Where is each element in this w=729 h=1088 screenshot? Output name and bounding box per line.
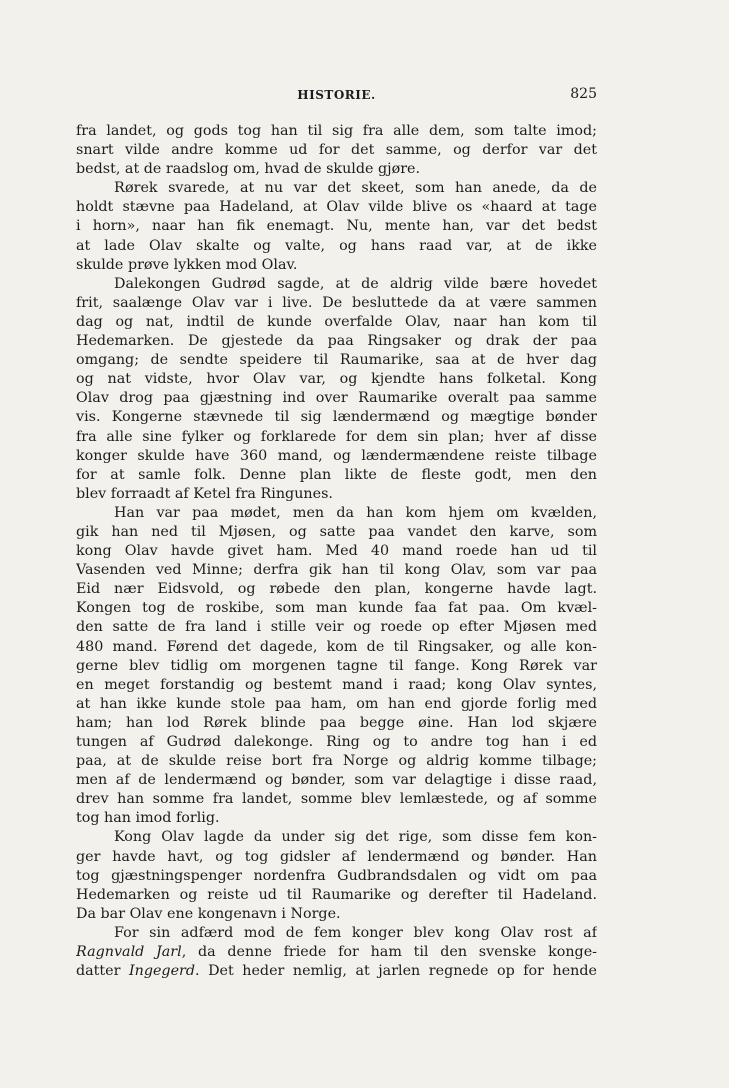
text-line: ham; han lod Rørek blinde paa begge øine. Han lod skjære <box>76 714 597 731</box>
body-text <box>76 122 597 981</box>
text-line: drev han somme fra landet, somme blev lemlæstede, og af somme <box>76 791 597 808</box>
italic-name: Ingegerd <box>128 963 196 980</box>
page-header <box>76 88 597 108</box>
text-line: konger skulde have 360 mand, og lændermændene reiste tilbage <box>76 447 597 464</box>
text-line: 480 mand. Førend det dagede, kom de til Ringsaker, og alle kon- <box>76 638 597 655</box>
text-line: en meget forstandig og bestemt mand i raad; kong Olav syntes, <box>76 676 597 693</box>
text-line: Vasenden ved Minne; derfra gik han til kong Olav, som var paa <box>76 562 597 579</box>
text-line: vis. Kongerne stævnede til sig lændermænd og mægtige bønder <box>76 409 597 426</box>
text-line: datter Ingegerd. Det heder nemlig, at jarlen regnede op for hende <box>76 963 597 980</box>
text-line: Kong Olav lagde da under sig det rige, som disse fem kon- <box>114 829 597 846</box>
text-line: Da bar Olav ene kongenavn i Norge. <box>76 905 341 922</box>
text-line: og nat vidste, hvor Olav var, og kjendte hans folketal. Kong <box>76 371 597 388</box>
text-line: Hedemarken og reiste ud til Raumarike og derefter til Hadeland. <box>76 886 597 903</box>
text-line: frit, saalænge Olav var i live. De besluttede da at være sammen <box>76 294 597 311</box>
text-line: skulde prøve lykken mod Olav. <box>76 256 298 273</box>
text-line: bedst, at de raadslog om, hvad de skulde gjøre. <box>76 161 421 178</box>
text-line: gerne blev tidlig om morgenen tagne til fange. Kong Rørek var <box>76 657 597 674</box>
text-line: blev forraadt af Ketel fra Ringunes. <box>76 485 333 502</box>
text-line: at han ikke kunde stole paa ham, om han end gjorde forlig med <box>76 695 597 712</box>
text-line: Dalekongen Gudrød sagde, at de aldrig vilde bære hovedet <box>114 275 597 292</box>
text-line: for at samle folk. Denne plan likte de fleste godt, men den <box>76 466 597 483</box>
text-line: den satte de fra land i stille veir og roede op efter Mjøsen med <box>76 619 597 636</box>
text-line: ger havde havt, og tog gidsler af lendermænd og bønder. Han <box>76 848 597 865</box>
text-line: tog han imod forlig. <box>76 810 220 827</box>
text-line: Eid nær Eidsvold, og røbede den plan, kongerne havde lagt. <box>76 581 597 598</box>
text-line: fra landet, og gods tog han til sig fra alle dem, som talte imod; <box>76 123 597 139</box>
text-line: Rørek svarede, at nu var det skeet, som han anede, da de <box>114 180 597 197</box>
text-line: Han var paa mødet, men da han kom hjem om kvælden, <box>114 504 597 521</box>
text-line: snart vilde andre komme ud for det samme, og derfor var det <box>76 142 597 159</box>
text-line: tog gjæstningspenger nordenfra Gudbrandsdalen og vidt om paa <box>76 867 597 884</box>
text-line: paa, at de skulde reise bort fra Norge og aldrig komme tilbage; <box>76 753 597 770</box>
text-line: gik han ned til Mjøsen, og satte paa vandet den karve, som <box>76 523 597 540</box>
text-line: Ragnvald Jarl, da denne friede for ham til den svenske konge- <box>76 944 597 961</box>
text-line: dag og nat, indtil de kunde overfalde Olav, naar han kom til <box>76 313 597 330</box>
text-line: For sin adfærd mod de fem konger blev kong Olav rost af <box>114 924 597 941</box>
text-line: men af de lendermænd og bønder, som var delagtige i disse raad, <box>76 772 597 789</box>
text-line: Hedemarken. De gjestede da paa Ringsaker og drak der paa <box>76 333 597 350</box>
text-line: Kongen tog de roskibe, som man kunde faa fat paa. Om kvæl- <box>76 600 597 617</box>
italic-name: Ragnvald Jarl <box>76 944 182 961</box>
text-line: holdt stævne paa Hadeland, at Olav vilde blive os «haard at tage <box>76 199 597 216</box>
text-line: kong Olav havde givet ham. Med 40 mand roede han ud til <box>76 543 597 560</box>
text-line: tungen af Gudrød dalekonge. Ring og to andre tog han i ed <box>76 734 597 750</box>
running-title: HISTORIE. <box>297 88 376 102</box>
text-line: fra alle sine fylker og forklarede for dem sin plan; hver af disse <box>76 428 597 445</box>
text-line: Olav drog paa gjæstning ind over Raumarike overalt paa samme <box>76 390 597 407</box>
text-line: at lade Olav skalte og valte, og hans raad var, at de ikke <box>76 237 597 254</box>
text-line: i horn», naar han fik enemagt. Nu, mente han, var det bedst <box>76 218 597 235</box>
page-number: 825 <box>570 86 597 102</box>
text-line: omgang; de sendte speidere til Raumarike, saa at de hver dag <box>76 352 597 369</box>
